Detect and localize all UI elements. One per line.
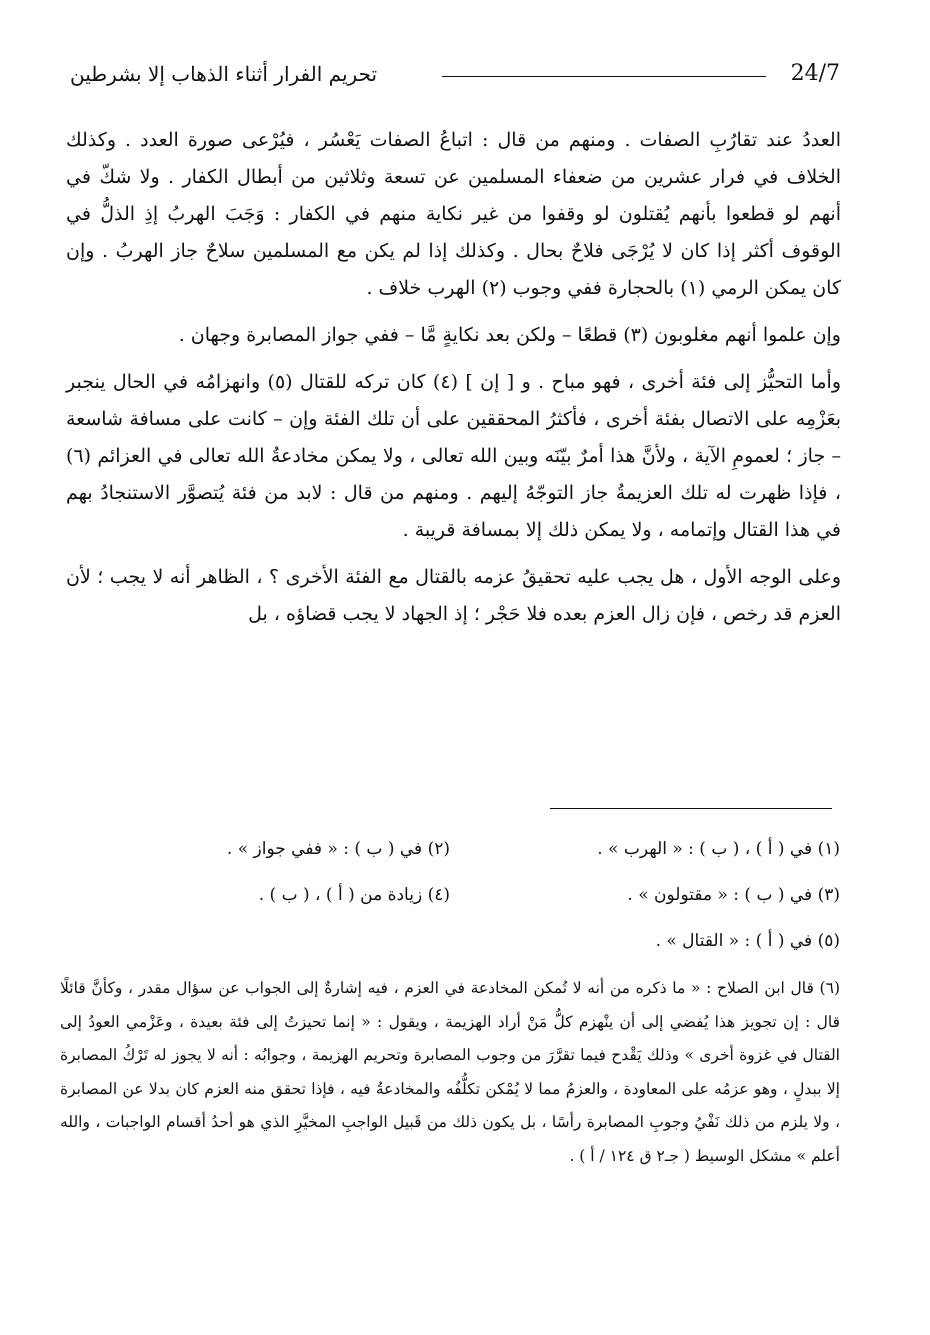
footnote-6-block: [60, 972, 840, 1173]
footnotes-short: [60, 826, 840, 964]
footnote-row-2: [60, 872, 840, 918]
paragraph-3: وأما التحيُّز إلى فئة أخرى ، فهو مباح . و [ إن ] (٤) كان تركه للقتال (٥) وانهزامُه في الحال ينجبر بعَزْمِه على الاتصال بفئة أخرى ، فأكثرُ المحققين على أن تلك الفئة وإن – كانت على مسافة شاسعة – جاز ؛ لعمومِ الآية ، ولأنَّ هذا أمرٌ بيّنَه وبين الله تعالى ، ولا يمكن مخادعةُ الله تعالى في العزائم (٦) ، فإذا ظهرت له تلك العزيمةُ جاز التوجّهُ إليهم . ومنهم من قال : لابد من فئة يُتصوَّر الاستنجادُ بهم في هذا القتال وإتمامه ، ولا يمكن ذلك إلا بمسافة قريبة .: [66, 371, 842, 541]
page-number: 24/7: [790, 61, 840, 86]
footnote-row-1: [60, 826, 840, 872]
footnote-separator: [550, 808, 832, 809]
footnote-1: (١) في ( أ ) ، ( ب ) : « الهرب » .: [597, 839, 840, 859]
footnote-row-3: [60, 918, 840, 964]
main-text: [66, 122, 841, 643]
footnote-3: (٣) في ( ب ) : « مقتولون » .: [627, 885, 840, 905]
footnote-4: (٤) زيادة من ( أ ) ، ( ب ) .: [258, 885, 450, 905]
paragraph-2: وإن علموا أنهم مغلوبون (٣) قطعًا – ولكن بعد نكايةٍ مَّا – ففي جواز المصابرة وجهان .: [178, 324, 841, 346]
running-header: [70, 58, 840, 90]
header-rule: [442, 76, 766, 77]
footnote-2: (٢) في ( ب ) : « ففي جواز » .: [226, 839, 450, 859]
paragraph-4: وعلى الوجه الأول ، هل يجب عليه تحقيقُ عزمه بالقتال مع الفئة الأخرى ؟ ، الظاهر أنه لا يجب ؛ لأن العزم قد رخص ، فإن زال العزم بعده فلا حَجْر ؛ إذ الجهاد لا يجب قضاؤه ، بل: [66, 566, 841, 625]
footnote-6: (٦) قال ابن الصلاح : « ما ذكره من أنه لا تُمكن المخادعة في العزم ، فيه إشارةٌ إلى الجواب عن سؤال مقدر ، وكأنَّ قائلًا قال : إن تجويز هذا يُفضي إلى أن ينْهزم كلُّ مَنْ أراد الهزيمة ، ويقول : « إنما تحيزتُ إلى فئة بعيدة ، وعَزْمي العودُ إلى القتال في غزوة أخرى » وذلك يَقْدح فيما تقرَّرَ من وجوب المصابرة وتحريم الهزيمة ، وجوابُه : أنه لا يجوز له تَرْكُ المصابرة إلا ببدلٍ ، وهو عزمُه على المعاودة ، والعزمُ مما لا يُمْكن تكلُّفُه والمخادعةُ فيه ، فإذا تحقق منه العزم كان بدلا عن المصابرة ، ولا يلزم من ذلك نَفْيُ وجوبِ المصابرة رأسًا ، بل يكون ذلك من قَبيل الواجبِ المخيَّرِ الذي هو أحدُ أقسام الواجبات ، والله أعلم » مشكل الوسيط ( جـ٢ ق ١٢٤ / أ ) .: [60, 979, 840, 1165]
paragraph-1: العددُ عند تقارُبِ الصفات . ومنهم من قال : اتباعُ الصفات يَعْسُر ، فيُرْعى صورة العدد . وكذلك الخلاف في فرار عشرين من ضعفاء المسلمين عن تسعة وثلاثين من أبطال الكفار . ولا شكّ في أنهم لو قطعوا بأنهم يُقتلون لو وقفوا من غير نكاية منهم في الكفار : وَجَبَ الهربُ إذِ الذلُّ في الوقوف أكثر إذا كان لا يُرْجَى فلاحٌ بحال . وكذلك إذا لم يكن مع المسلمين سلاحٌ جاز الهربُ . وإن كان يمكن الرمي (١) بالحجارة ففي وجوب (٢) الهرب خلاف .: [66, 129, 841, 299]
footnote-5: (٥) في ( أ ) : « القتال » .: [655, 931, 840, 951]
running-title: تحريم الفرار أثناء الذهاب إلا بشرطين: [70, 62, 378, 86]
